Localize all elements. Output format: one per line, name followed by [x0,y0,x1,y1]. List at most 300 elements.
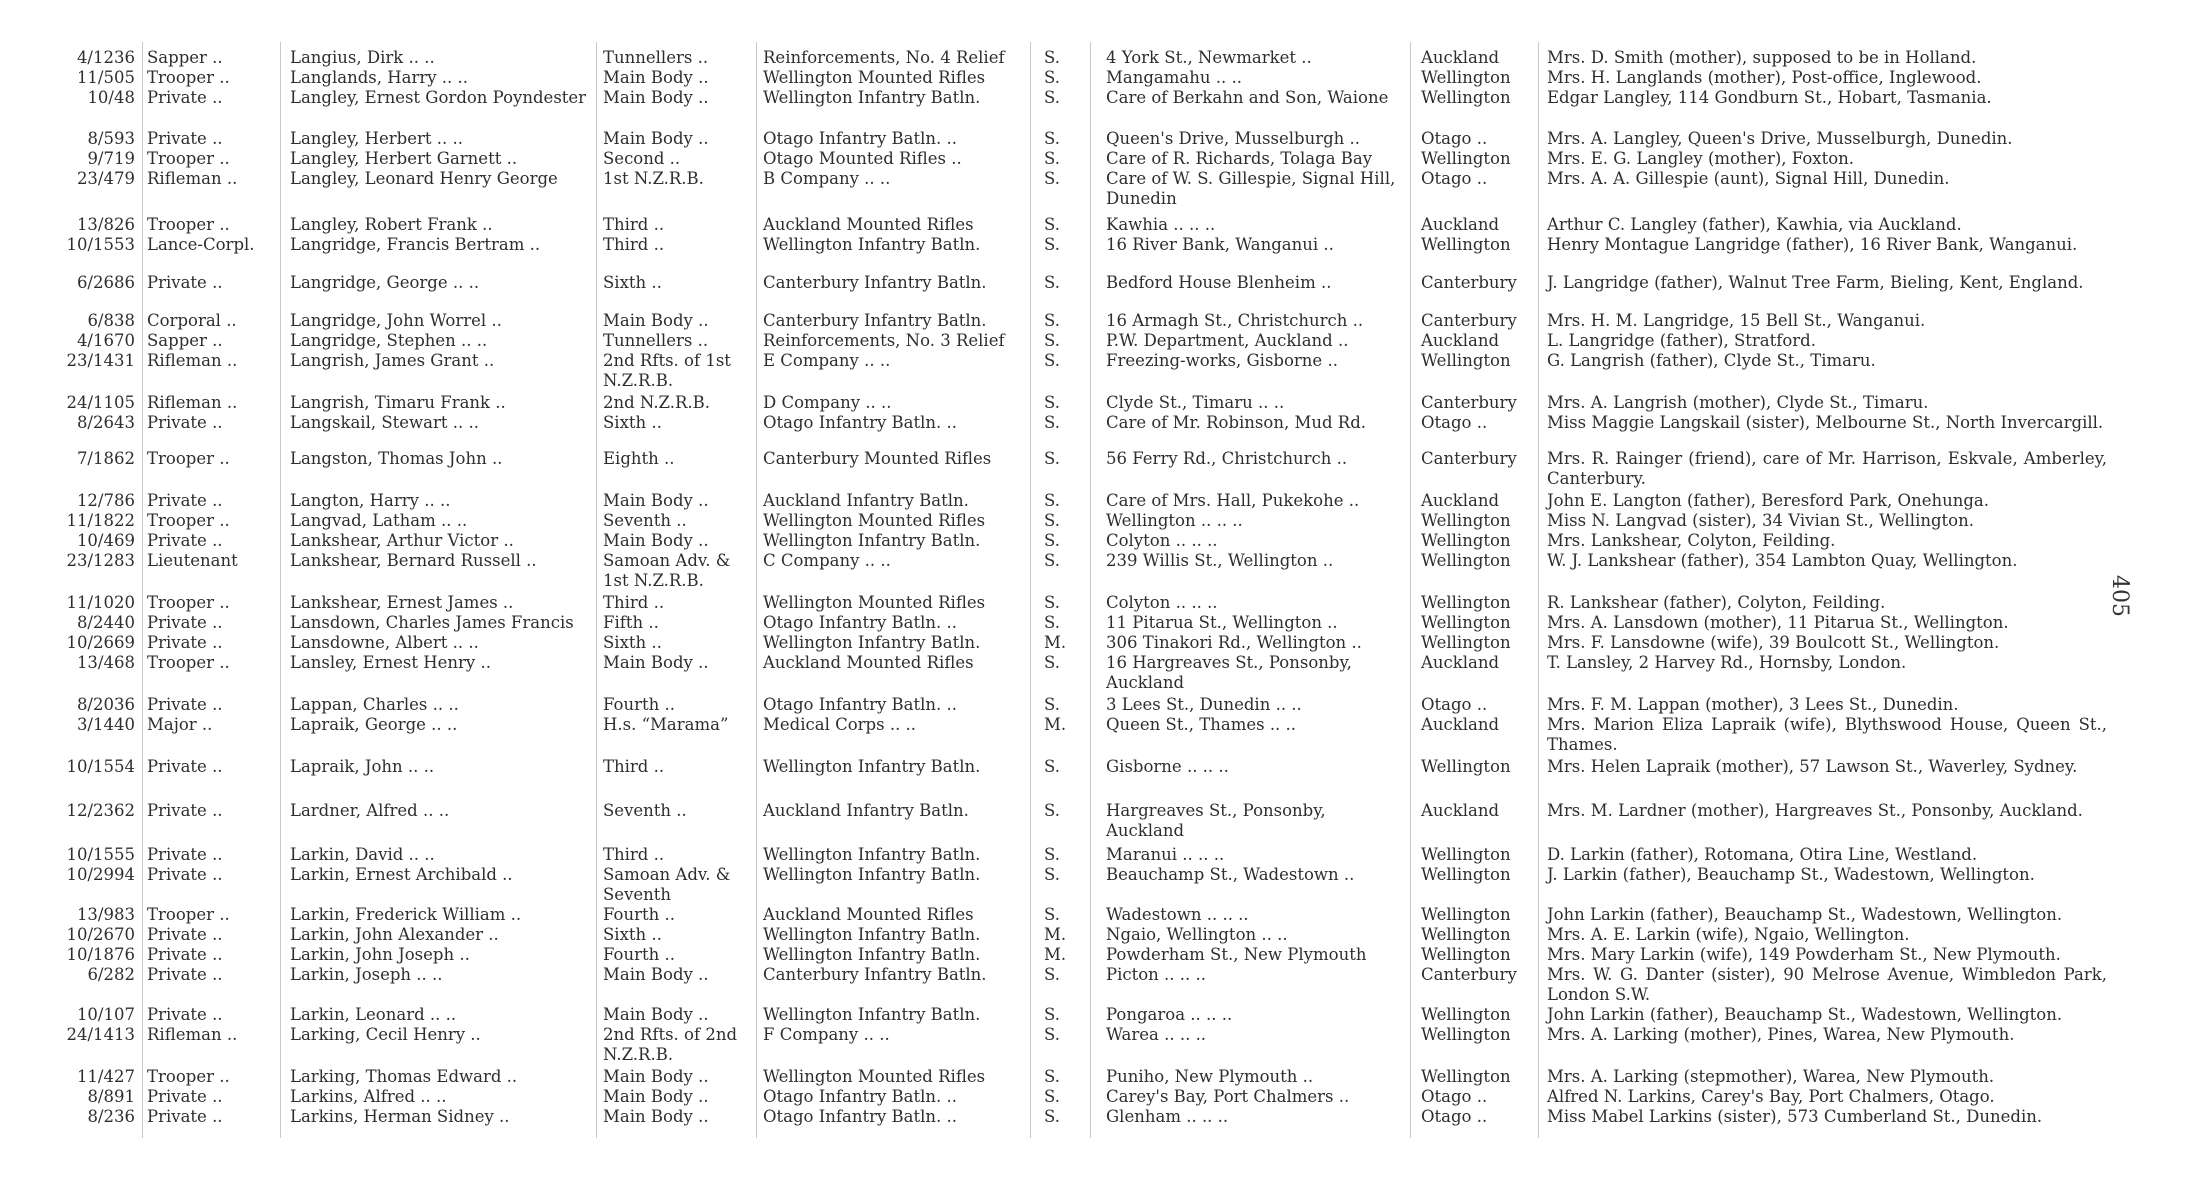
cell-district: Auckland [1421,801,1500,820]
cell-kin: Alfred N. Larkins, Carey's Bay, Port Chalmers, Otago. [1547,1087,1995,1106]
cell-name: Larkin, David .. .. [290,845,435,864]
cell-kin: John Larkin (father), Beauchamp St., Wadestown, Wellington. [1547,1005,2063,1024]
cell-name: Langvad, Latham .. .. [290,511,468,530]
cell-num: 8/2036 [76,695,135,714]
cell-corps: Otago Infantry Batln. .. [763,129,958,148]
cell-kin: John Larkin (father), Beauchamp St., Wadestown, Wellington. [1547,905,2063,924]
cell-num: 10/107 [76,1005,135,1024]
cell-unit: Main Body .. [603,68,709,87]
cell-name: Langston, Thomas John .. [290,449,503,468]
cell-address: Gisborne .. .. .. [1106,757,1229,776]
cell-district: Wellington [1421,865,1511,884]
cell-corps: Otago Infantry Batln. .. [763,1107,958,1126]
cell-corps: Otago Mounted Rifles .. [763,149,962,168]
column-rule [1090,42,1091,1138]
cell-kin: Miss N. Langvad (sister), 34 Vivian St., Wellington. [1547,511,1974,530]
cell-rank: Sapper .. [147,331,223,350]
cell-num: 8/593 [87,129,135,148]
cell-unit: 2nd N.Z.R.B. [603,393,711,412]
cell-num: 12/786 [76,491,135,510]
cell-num: 10/2669 [66,633,135,652]
cell-rank: Rifleman .. [147,1025,238,1044]
cell-rank: Trooper .. [147,215,230,234]
cell-kin: Mrs. M. Lardner (mother), Hargreaves St., Ponsonby, Auckland. [1547,801,2083,820]
cell-kin: Mrs. A. Langley, Queen's Drive, Musselburgh, Dunedin. [1547,129,2013,148]
cell-corps: Auckland Mounted Rifles [763,653,974,672]
cell-corps: Wellington Infantry Batln. [763,845,981,864]
cell-name: Langley, Herbert .. .. [290,129,464,148]
cell-corps: Wellington Infantry Batln. [763,757,981,776]
cell-address: 4 York St., Newmarket .. [1106,48,1312,67]
cell-district: Wellington [1421,633,1511,652]
cell-num: 10/2670 [66,925,135,944]
cell-num: 8/2643 [76,413,135,432]
cell-corps: Otago Infantry Batln. .. [763,695,958,714]
cell-unit: Fourth .. [603,905,675,924]
cell-district: Auckland [1421,715,1500,734]
cell-name: Larkin, Leonard .. .. [290,1005,457,1024]
cell-district: Auckland [1421,48,1500,67]
cell-num: 4/1670 [76,331,135,350]
cell-address: Wadestown .. .. .. [1106,905,1249,924]
cell-address: Carey's Bay, Port Chalmers .. [1106,1087,1350,1106]
cell-unit: Seventh .. [603,511,687,530]
cell-ms: S. [1044,801,1060,820]
cell-corps: Wellington Infantry Batln. [763,235,981,254]
cell-unit: Tunnellers .. [603,331,709,350]
cell-name: Larkins, Alfred .. .. [290,1087,447,1106]
cell-ms: S. [1044,351,1060,370]
cell-corps: Wellington Infantry Batln. [763,531,981,550]
cell-district: Canterbury [1421,393,1517,412]
cell-ms: S. [1044,169,1060,188]
cell-address: Hargreaves St., Ponsonby, Auckland [1106,801,1326,840]
cell-num: 13/826 [76,215,135,234]
cell-num: 13/983 [76,905,135,924]
cell-district: Wellington [1421,351,1511,370]
cell-name: Larkin, John Alexander .. [290,925,499,944]
cell-rank: Trooper .. [147,511,230,530]
cell-address: Care of R. Richards, Tolaga Bay [1106,149,1373,168]
cell-address: Powderham St., New Plymouth [1106,945,1367,964]
column-rule [142,42,143,1138]
cell-district: Wellington [1421,845,1511,864]
cell-district: Otago .. [1421,1087,1488,1106]
cell-ms: M. [1044,715,1067,734]
cell-ms: M. [1044,945,1067,964]
cell-kin: Edgar Langley, 114 Gondburn St., Hobart, Tasmania. [1547,88,1992,107]
column-rule [280,42,281,1138]
cell-district: Auckland [1421,491,1500,510]
cell-corps: Auckland Infantry Batln. [763,491,969,510]
cell-name: Langridge, Francis Bertram .. [290,235,541,254]
cell-unit: Main Body .. [603,88,709,107]
cell-kin: Mrs. Lankshear, Colyton, Feilding. [1547,531,1836,550]
cell-kin: Mrs. A. Larking (mother), Pines, Warea, New Plymouth. [1547,1025,2015,1044]
cell-unit: Fifth .. [603,613,659,632]
cell-kin: G. Langrish (father), Clyde St., Timaru. [1547,351,1876,370]
cell-address: Freezing-works, Gisborne .. [1106,351,1338,370]
cell-num: 11/427 [76,1067,135,1086]
cell-name: Lankshear, Ernest James .. [290,593,514,612]
cell-rank: Trooper .. [147,905,230,924]
cell-rank: Private .. [147,845,223,864]
cell-address: Warea .. .. .. [1106,1025,1207,1044]
cell-corps: Wellington Infantry Batln. [763,633,981,652]
cell-unit: Main Body .. [603,1107,709,1126]
cell-num: 8/891 [87,1087,135,1106]
cell-corps: Canterbury Infantry Batln. [763,311,987,330]
cell-district: Wellington [1421,1067,1511,1086]
cell-rank: Private .. [147,413,223,432]
cell-kin: John E. Langton (father), Beresford Park, Onehunga. [1547,491,1989,510]
cell-district: Wellington [1421,757,1511,776]
cell-corps: Wellington Infantry Batln. [763,88,981,107]
cell-district: Otago .. [1421,695,1488,714]
cell-name: Larking, Thomas Edward .. [290,1067,518,1086]
cell-rank: Private .. [147,801,223,820]
cell-unit: H.s. “Marama” [603,715,729,734]
cell-ms: S. [1044,1005,1060,1024]
cell-name: Larkin, Joseph .. .. [290,965,443,984]
cell-district: Wellington [1421,551,1511,570]
cell-name: Lansley, Ernest Henry .. [290,653,491,672]
cell-district: Wellington [1421,1025,1511,1044]
cell-unit: Sixth .. [603,273,662,292]
cell-address: 239 Willis St., Wellington .. [1106,551,1334,570]
cell-rank: Rifleman .. [147,393,238,412]
cell-num: 23/479 [76,169,135,188]
cell-unit: 2nd Rfts. of 2nd N.Z.R.B. [603,1025,738,1064]
cell-ms: S. [1044,653,1060,672]
cell-ms: S. [1044,1025,1060,1044]
cell-unit: 2nd Rfts. of 1st N.Z.R.B. [603,351,731,390]
cell-address: Care of Mrs. Hall, Pukekohe .. [1106,491,1360,510]
cell-address: Colyton .. .. .. [1106,531,1218,550]
cell-num: 23/1283 [66,551,135,570]
column-rule [1538,42,1539,1138]
cell-num: 4/1236 [76,48,135,67]
cell-corps: Auckland Mounted Rifles [763,215,974,234]
cell-name: Larkins, Herman Sidney .. [290,1107,510,1126]
cell-ms: M. [1044,633,1067,652]
cell-kin: T. Lansley, 2 Harvey Rd., Hornsby, London. [1547,653,1907,672]
cell-address: 56 Ferry Rd., Christchurch .. [1106,449,1348,468]
cell-address: Care of Mr. Robinson, Mud Rd. [1106,413,1367,432]
cell-num: 12/2362 [66,801,135,820]
cell-ms: S. [1044,129,1060,148]
cell-corps: C Company .. .. [763,551,891,570]
cell-rank: Private .. [147,491,223,510]
cell-rank: Private .. [147,965,223,984]
cell-ms: S. [1044,865,1060,884]
cell-unit: Second .. [603,149,681,168]
cell-ms: S. [1044,845,1060,864]
cell-name: Langlands, Harry .. .. [290,68,469,87]
cell-rank: Rifleman .. [147,351,238,370]
cell-unit: Main Body .. [603,491,709,510]
cell-rank: Private .. [147,1005,223,1024]
cell-num: 6/2686 [76,273,135,292]
cell-unit: Tunnellers .. [603,48,709,67]
cell-rank: Private .. [147,88,223,107]
cell-ms: S. [1044,331,1060,350]
cell-rank: Rifleman .. [147,169,238,188]
cell-ms: S. [1044,1087,1060,1106]
cell-rank: Lance-Corpl. [147,235,255,254]
cell-corps: Reinforcements, No. 3 Relief [763,331,1005,350]
cell-corps: F Company .. .. [763,1025,890,1044]
cell-rank: Private .. [147,531,223,550]
cell-ms: S. [1044,1067,1060,1086]
cell-address: Kawhia .. .. .. [1106,215,1216,234]
cell-rank: Private .. [147,757,223,776]
cell-address: 16 Hargreaves St., Ponsonby, Auckland [1106,653,1352,692]
cell-kin: Mrs. D. Smith (mother), supposed to be in Holland. [1547,48,1977,67]
column-rule [756,42,757,1138]
cell-kin: Arthur C. Langley (father), Kawhia, via Auckland. [1547,215,1962,234]
cell-ms: S. [1044,68,1060,87]
cell-district: Wellington [1421,1005,1511,1024]
cell-kin: Mrs. H. M. Langridge, 15 Bell St., Wanganui. [1547,311,1926,330]
cell-district: Wellington [1421,68,1511,87]
cell-unit: Fourth .. [603,945,675,964]
cell-address: P.W. Department, Auckland .. [1106,331,1349,350]
cell-name: Lapraik, John .. .. [290,757,435,776]
cell-ms: S. [1044,88,1060,107]
cell-district: Otago .. [1421,413,1488,432]
cell-unit: Sixth .. [603,925,662,944]
cell-district: Wellington [1421,613,1511,632]
cell-num: 23/1431 [66,351,135,370]
cell-name: Langridge, John Worrel .. [290,311,502,330]
cell-corps: Wellington Mounted Rifles [763,1067,986,1086]
cell-name: Langley, Leonard Henry George [290,169,558,188]
cell-corps: Otago Infantry Batln. .. [763,613,958,632]
cell-unit: Third .. [603,215,665,234]
cell-name: Langrish, Timaru Frank .. [290,393,506,412]
cell-corps: D Company .. .. [763,393,892,412]
cell-corps: Wellington Infantry Batln. [763,865,981,884]
cell-district: Wellington [1421,235,1511,254]
cell-name: Lansdown, Charles James Francis [290,613,574,632]
cell-unit: Fourth .. [603,695,675,714]
cell-unit: Third .. [603,845,665,864]
page-number: 405 [2107,575,2132,617]
cell-corps: Wellington Mounted Rifles [763,68,986,87]
cell-address: Colyton .. .. .. [1106,593,1218,612]
cell-rank: Private .. [147,865,223,884]
cell-address: Beauchamp St., Wadestown .. [1106,865,1355,884]
cell-unit: Seventh .. [603,801,687,820]
cell-ms: S. [1044,449,1060,468]
cell-address: 306 Tinakori Rd., Wellington .. [1106,633,1362,652]
cell-rank: Sapper .. [147,48,223,67]
cell-district: Wellington [1421,925,1511,944]
cell-kin: Mrs. H. Langlands (mother), Post-office, Inglewood. [1547,68,1982,87]
cell-ms: S. [1044,613,1060,632]
cell-unit: Sixth .. [603,413,662,432]
cell-ms: S. [1044,215,1060,234]
cell-name: Larking, Cecil Henry .. [290,1025,481,1044]
cell-num: 10/469 [76,531,135,550]
cell-address: Bedford House Blenheim .. [1106,273,1332,292]
cell-address: Care of Berkahn and Son, Waione [1106,88,1389,107]
cell-kin: D. Larkin (father), Rotomana, Otira Line, Westland. [1547,845,1978,864]
cell-ms: S. [1044,311,1060,330]
cell-kin: Mrs. A. A. Gillespie (aunt), Signal Hill, Dunedin. [1547,169,1950,188]
cell-kin: Mrs. A. E. Larkin (wife), Ngaio, Wellington. [1547,925,1910,944]
cell-ms: S. [1044,965,1060,984]
cell-district: Canterbury [1421,273,1517,292]
cell-name: Langley, Ernest Gordon Poyndester [290,88,587,107]
cell-kin: Mrs. W. G. Danter (sister), 90 Melrose Avenue, Wimbledon Park, London S.W. [1547,965,2107,1004]
cell-name: Langridge, George .. .. [290,273,480,292]
cell-unit: Main Body .. [603,1067,709,1086]
cell-district: Canterbury [1421,965,1517,984]
cell-district: Wellington [1421,945,1511,964]
cell-corps: B Company .. .. [763,169,891,188]
cell-kin: Henry Montague Langridge (father), 16 River Bank, Wanganui. [1547,235,2078,254]
cell-num: 24/1413 [66,1025,135,1044]
cell-name: Lappan, Charles .. .. [290,695,459,714]
cell-name: Lardner, Alfred .. .. [290,801,450,820]
cell-district: Otago .. [1421,169,1488,188]
cell-unit: Sixth .. [603,633,662,652]
cell-ms: M. [1044,925,1067,944]
cell-address: Ngaio, Wellington .. .. [1106,925,1288,944]
cell-corps: Canterbury Mounted Rifles [763,449,992,468]
cell-rank: Private .. [147,613,223,632]
cell-unit: Third .. [603,593,665,612]
cell-address: Maranui .. .. .. [1106,845,1225,864]
cell-corps: Otago Infantry Batln. .. [763,413,958,432]
cell-kin: Mrs. A. Larking (stepmother), Warea, New Plymouth. [1547,1067,1995,1086]
cell-unit: Main Body .. [603,1087,709,1106]
cell-unit: Third .. [603,757,665,776]
cell-district: Canterbury [1421,311,1517,330]
cell-rank: Private .. [147,1107,223,1126]
cell-rank: Trooper .. [147,449,230,468]
cell-ms: S. [1044,695,1060,714]
cell-district: Wellington [1421,88,1511,107]
cell-num: 8/2440 [76,613,135,632]
cell-district: Wellington [1421,531,1511,550]
cell-rank: Private .. [147,925,223,944]
cell-kin: Miss Mabel Larkins (sister), 573 Cumberland St., Dunedin. [1547,1107,2043,1126]
cell-num: 6/282 [87,965,135,984]
cell-kin: Mrs. A. Langrish (mother), Clyde St., Timaru. [1547,393,1929,412]
cell-corps: Canterbury Infantry Batln. [763,965,987,984]
cell-name: Lankshear, Arthur Victor .. [290,531,514,550]
cell-corps: Auckland Infantry Batln. [763,801,969,820]
cell-name: Langridge, Stephen .. .. [290,331,488,350]
cell-kin: Mrs. Marion Eliza Lapraik (wife), Blythswood House, Queen St., Thames. [1547,715,2107,754]
cell-unit: Samoan Adv. & 1st N.Z.R.B. [603,551,731,590]
cell-kin: J. Langridge (father), Walnut Tree Farm, Bieling, Kent, England. [1547,273,2084,292]
column-rule [596,42,597,1138]
cell-corps: Reinforcements, No. 4 Relief [763,48,1005,67]
cell-num: 10/1554 [66,757,135,776]
cell-address: Puniho, New Plymouth .. [1106,1067,1314,1086]
cell-num: 6/838 [87,311,135,330]
cell-district: Auckland [1421,331,1500,350]
cell-address: 11 Pitarua St., Wellington .. [1106,613,1338,632]
cell-address: Wellington .. .. .. [1106,511,1243,530]
cell-unit: Main Body .. [603,965,709,984]
cell-rank: Trooper .. [147,149,230,168]
cell-ms: S. [1044,48,1060,67]
cell-name: Langley, Robert Frank .. [290,215,493,234]
cell-name: Langrish, James Grant .. [290,351,495,370]
cell-unit: Eighth .. [603,449,675,468]
cell-name: Lankshear, Bernard Russell .. [290,551,537,570]
cell-corps: Canterbury Infantry Batln. [763,273,987,292]
cell-address: Pongaroa .. .. .. [1106,1005,1233,1024]
cell-unit: Main Body .. [603,1005,709,1024]
cell-name: Langius, Dirk .. .. [290,48,435,67]
cell-name: Larkin, Frederick William .. [290,905,522,924]
cell-ms: S. [1044,531,1060,550]
cell-ms: S. [1044,511,1060,530]
cell-num: 10/1553 [66,235,135,254]
cell-kin: Mrs. E. G. Langley (mother), Foxton. [1547,149,1855,168]
cell-address: Glenham .. .. .. [1106,1107,1229,1126]
cell-address: Care of W. S. Gillespie, Signal Hill, Dunedin [1106,169,1396,208]
cell-unit: Main Body .. [603,129,709,148]
cell-rank: Major .. [147,715,213,734]
cell-ms: S. [1044,905,1060,924]
cell-rank: Lieutenant [147,551,238,570]
cell-unit: Main Body .. [603,311,709,330]
cell-unit: 1st N.Z.R.B. [603,169,704,188]
cell-ms: S. [1044,757,1060,776]
cell-ms: S. [1044,235,1060,254]
cell-ms: S. [1044,273,1060,292]
cell-rank: Private .. [147,1087,223,1106]
cell-corps: Wellington Infantry Batln. [763,1005,981,1024]
cell-district: Otago .. [1421,1107,1488,1126]
cell-num: 11/505 [76,68,135,87]
cell-kin: Miss Maggie Langskail (sister), Melbourne St., North Invercargill. [1547,413,2104,432]
cell-address: Mangamahu .. .. [1106,68,1242,87]
cell-address: 16 Armagh St., Christchurch .. [1106,311,1364,330]
cell-rank: Trooper .. [147,653,230,672]
cell-num: 10/1555 [66,845,135,864]
cell-num: 7/1862 [76,449,135,468]
cell-kin: R. Lankshear (father), Colyton, Feilding. [1547,593,1886,612]
cell-corps: Auckland Mounted Rifles [763,905,974,924]
cell-kin: Mrs. F. Lansdowne (wife), 39 Boulcott St., Wellington. [1547,633,2000,652]
cell-num: 13/468 [76,653,135,672]
cell-corps: Wellington Mounted Rifles [763,511,986,530]
cell-rank: Private .. [147,945,223,964]
cell-district: Auckland [1421,215,1500,234]
cell-address: 16 River Bank, Wanganui .. [1106,235,1334,254]
cell-num: 11/1822 [66,511,135,530]
cell-district: Wellington [1421,149,1511,168]
cell-corps: E Company .. .. [763,351,891,370]
cell-address: Clyde St., Timaru .. .. [1106,393,1285,412]
cell-district: Auckland [1421,653,1500,672]
cell-rank: Private .. [147,273,223,292]
cell-district: Wellington [1421,511,1511,530]
column-rule [1410,42,1411,1138]
cell-kin: Mrs. A. Lansdown (mother), 11 Pitarua St., Wellington. [1547,613,2009,632]
cell-num: 10/2994 [66,865,135,884]
cell-name: Langley, Herbert Garnett .. [290,149,518,168]
cell-num: 24/1105 [66,393,135,412]
